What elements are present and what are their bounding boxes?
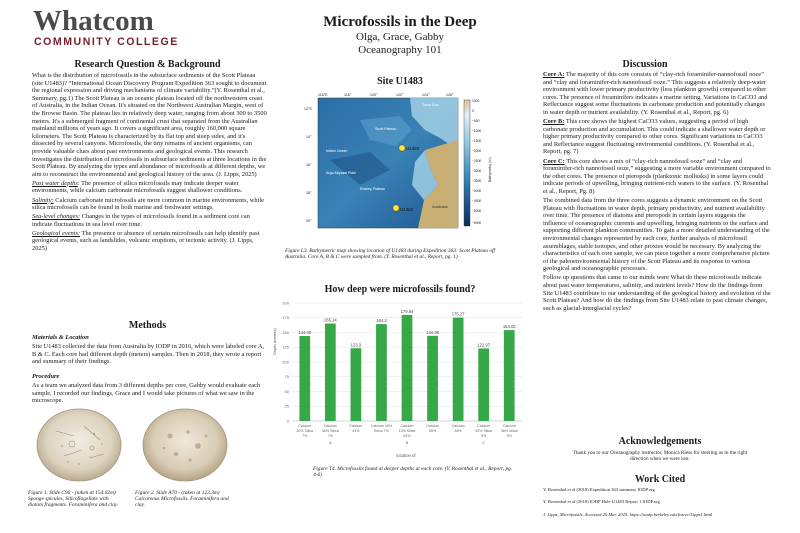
- college-logo-wordmark: Whatcom: [33, 5, 154, 37]
- bar: [402, 315, 413, 421]
- core-c-label: Core C:: [543, 157, 565, 165]
- core-a-text: The majority of this core consists of “clay-rich foraminifer-nannofossil ooze” and “clay and foraminifer-rich nannofossil ooze.” This suggests a relatively deep-water environment with lower primary productivity (less plankton growth) compared to other cores. The presence of foraminifers indicates a marine setting. Variations in CaCO3 and Reflectance suggest some fluctuations in carbonate production and potentially changes in water depth or nutrient availability. (Y. Rosenthal et al., Report, pg. 6): [543, 71, 768, 116]
- work-cited-2: Y. Rosenthal et al (2018) IODP Hole U1483 Report 1 IODP.org: [543, 499, 660, 504]
- x-tick-label: 43% Silica: [475, 429, 493, 433]
- x-tick-label: 36% Silica: [500, 429, 518, 433]
- map-lon-label: 124°: [422, 93, 430, 97]
- x-tick-label: Calcium: [426, 424, 440, 428]
- x-tick-label: Calcium: [451, 424, 465, 428]
- bar: [427, 336, 438, 421]
- materials-location-heading: Materials & Location: [32, 334, 89, 341]
- figure-2-caption: Figure 2. Slide A70 - (taken at 123.3m) Calcareous Microfossils. Foraminifera and clay.: [135, 490, 229, 509]
- y-tick-label: 200: [282, 300, 289, 306]
- bar: [299, 336, 310, 421]
- data-label: 164.2: [376, 318, 387, 324]
- x-tick-label: 55%: [428, 429, 437, 433]
- data-label: 144.00: [298, 330, 312, 336]
- chart-heading: How deep were microfossils found?: [324, 284, 476, 295]
- procedure-text: As a team we analyzed data from 3 different depths per core, Gabby would evaluate each sample, I recorded our findings, Grace and I would take pictures of what we saw in the microscope.: [32, 382, 261, 405]
- depth-tick: −500: [472, 119, 480, 123]
- poster-title: Microfossils in the Deep: [323, 14, 477, 30]
- core-a-label: Core A:: [543, 71, 565, 78]
- core-b-paragraph: [543, 118, 771, 156]
- map-label-indian-ocean: Indian Ocean: [326, 149, 348, 153]
- data-label: 122.97: [477, 342, 491, 348]
- geological-events-paragraph: [32, 230, 268, 253]
- x-tick-label: Calcium: [298, 424, 312, 428]
- x-tick-label: 48%: [454, 429, 462, 433]
- depth-tick: 0: [472, 109, 474, 113]
- x-tick-label: 54%: [403, 434, 411, 438]
- core-c-text: This core shows a mix of “clay-rich nannofossil ooze” and “clay and foraminifer-rich nannofossil ooze,” suggesting a more variable environment compared to the other cores. The presence of pteropods (planktonic mollusks) in some layers could indicate periods of upwelling, bringing nutrient-rich waters to the surface. (Y. Rosenthal et al., Report, Pg. 8): [543, 157, 771, 195]
- group-label: A: [329, 441, 332, 445]
- discussion-section: [543, 71, 771, 314]
- core-b-text: This core shows the highest CaCO3 values, suggesting a period of high carbonate production and accumulation. This could indicate a shallower water depth or higher primary productivity compared to other cores. Significant variations in CaCO3 and Reflectance suggest fluctuating environmental conditions. (Y. Rosenthal et al., Report, pg. 7): [543, 118, 766, 156]
- x-tick-label: Calcium 40%: [370, 424, 393, 428]
- x-tick-label: 7%: [327, 434, 333, 438]
- y-tick-label: 100: [282, 359, 289, 365]
- map-label-scott-plateau: Scott Plateau: [375, 127, 397, 131]
- work-cited-heading: Work Cited: [634, 474, 686, 485]
- depth-tick: −4000: [472, 189, 482, 193]
- y-tick-label: 150: [282, 329, 289, 335]
- x-tick-label: Silica 7%: [374, 429, 389, 433]
- x-tick-label: 5%: [481, 434, 487, 438]
- core-b-label: Core B:: [543, 118, 565, 126]
- depth-axis-title: Bathymetry (m): [488, 157, 492, 182]
- core-c-paragraph: [543, 158, 771, 196]
- x-tick-label: 5%: [506, 434, 512, 438]
- depth-tick: −3000: [472, 169, 482, 173]
- poster-course: Oceanography 101: [358, 44, 442, 56]
- bar: [325, 324, 336, 421]
- core-a-paragraph: [543, 71, 771, 117]
- followup-paragraph: Follow up questions that came to our minds were What do these microfossils indicate about past water temperatures, salinity, and nutrient levels? How do the findings from Site U1483 contribute to our understanding of the geological history and evolution of the Scott Plateau? And how do the findings from Site U1483 relate to past climate changes, such as glacial-interglacial cycles?: [543, 274, 771, 312]
- x-tick-label: 13% Silica: [398, 429, 416, 433]
- site-heading: Site U1483: [377, 76, 423, 87]
- bathymetric-map: [300, 90, 495, 238]
- background-section: [32, 72, 268, 254]
- past-water-depths-text: : The presence of silica microfossils may indicate deeper water environments, while calcium carbonate microfossils suggest shallower conditions.: [32, 179, 243, 195]
- site-marker-u1483: [399, 145, 420, 151]
- map-lon-label: 122°: [396, 93, 404, 97]
- data-label: 165.14: [323, 317, 337, 323]
- map-lon-label: 126°: [446, 93, 454, 97]
- x-tick-label: Calcium: [502, 424, 516, 428]
- map-caption: Figure L3. Bathymetric map showing location of U1483 during Expedition 363: Scott Plateau off Australia. Core A, B & C were sampled from. (Y. Rosenthal et al., Report, pg. 1): [285, 248, 496, 261]
- map-lat-label: 18°: [306, 191, 312, 195]
- x-axis-title: location of: [396, 453, 416, 458]
- salinity-label: Salinity:: [32, 196, 54, 204]
- y-axis-title: Depth (meters): [272, 328, 277, 355]
- y-tick-label: 50: [284, 388, 289, 394]
- figure-1-caption: Figure 1. Slide C90 - (taken at 154.02m) Sponge spicules, Silicoflagellate with diatom fragments. Foraminifera and clay.: [28, 490, 119, 509]
- sea-level-text: Changes in the types of microfossils found in a sediment core can indicate fluctuations in sea level over time.: [32, 213, 250, 228]
- depth-bar-chart: [268, 297, 530, 461]
- discussion-heading: Discussion: [622, 59, 668, 70]
- geological-events-label: Geological events:: [32, 229, 81, 237]
- map-lon-label: 120°: [370, 93, 378, 97]
- group-label: C: [482, 441, 486, 445]
- data-label: 123.3: [350, 342, 362, 348]
- combined-paragraph: The combined data from the three cores suggests a dynamic environment on the Scott Plateau with fluctuations in water depth, primary productivity, and nutrient availability over time. The presence of diatoms and pteropods in certain layers suggests the influence of oceanographic currents and upwelling, bringing nutrients to the surface and supporting different plankton communities. To gain a more detailed understanding of the environmental changes represented by each core, further analysis of microfossil assemblages, stable isotopes, and other proxies would be necessary. By analyzing the characteristics of each core sample, we can piece together a more comprehensive picture of the paleoenvironmental history of the Scott Plateau and its response to various geological and oceanographic processes.: [543, 197, 770, 273]
- map-label-australia: Australia: [432, 204, 448, 209]
- depth-tick: −2500: [472, 159, 482, 163]
- data-label: 144.36: [426, 329, 439, 335]
- data-label: 154.02: [502, 324, 516, 330]
- depth-tick: −1000: [472, 129, 482, 133]
- data-label: 175.27: [451, 311, 465, 317]
- procedure-heading: Procedure: [32, 373, 60, 380]
- x-tick-label: 36% Silica: [321, 429, 339, 433]
- depth-tick: −1500: [472, 139, 482, 143]
- depth-colorbar: [464, 100, 470, 226]
- methods-heading: Methods: [128, 320, 167, 331]
- x-tick-label: 30% Silica: [296, 429, 314, 433]
- site-label-u1482: U1482: [400, 207, 414, 212]
- bar: [351, 348, 362, 421]
- sea-level-label: Sea-level changes:: [32, 213, 81, 221]
- x-tick-label: 43%: [352, 429, 360, 433]
- depth-tick: −5000: [472, 209, 482, 213]
- x-tick-label: Calcium: [400, 424, 414, 428]
- chart-caption: Figure T4. Microfossils found at deeper depths at each core. (Y. Rosenthal et al., Report, pg. 4-6): [313, 466, 513, 479]
- x-tick-label: Calcium: [477, 424, 491, 428]
- bar: [453, 318, 464, 421]
- bar: [376, 324, 387, 421]
- acknowledgements-heading: Acknowledgements: [618, 436, 702, 447]
- data-label: 179.84: [400, 308, 414, 314]
- y-tick-label: 125: [282, 344, 289, 350]
- x-tick-label: Calcium: [349, 424, 363, 428]
- past-water-depths-paragraph: [32, 180, 268, 195]
- map-lon-label: 116°E: [318, 93, 328, 97]
- salinity-text: Calcium carbonate microfossils are more common in marine environments, while silica microfossils can be found in both marine and freshwater settings.: [32, 196, 264, 212]
- geological-events-text: The presence or absence of certain microfossils can help identify past geological events, such as landslides, volcanic eruptions, or tectonic activity. (J. Lipps, 2025): [32, 229, 260, 253]
- y-tick-label: 0: [286, 418, 289, 424]
- map-lat-label: 20°: [306, 219, 312, 223]
- background-intro: What is the distribution of microfossils in the subsurface sediments of the Scott Plateau (site U1483)? “International Ocean Discovery Program Expedition 363 sought to document the regional expression and driving mechanisms of climate variability.”(Y. Rosenthal et al., Summary, pg.1) The Scott Plateau is an oceanic plateau located off the northwestern coast of Australia, in the Indian Ocean. It's situated on the Northwest Australian Margin, west of the Browse Basin. The plateau lies in relatively deep water, ranging from about 300 to 3500 meters. It's a submerged fragment of continental crust that separated from the Australian mainland millions of years ago. It covers a significant area, roughly 160,000 square kilometers. The Scott Plateau is characterized by its flat top and steep sides, and it's dissected by several canyons. Microfossils, the tiny remains of ancient organisms, can provide valuable clues about past environments and geological events. This research investigates the distribution of microfossils in subsurface sediments at three locations in the Scott Plateau. By analyzing the types and abundance of microfossils at different depths, we aim to reconstruct the environmental and geological history of the area. (J. Lipps, 2025): [32, 72, 267, 178]
- materials-location-text: Site U1483 collected the data from Australia by IODP in 2016, which were labeled core A, B & C. Each core had different depth (meters) samples. Then in 2018, they wrote a report and summary of their findings.: [32, 343, 265, 366]
- y-tick-label: 25: [284, 403, 289, 409]
- depth-tick: 1000: [472, 99, 480, 103]
- college-logo-subtitle: COMMUNITY COLLEGE: [34, 36, 179, 48]
- poster-authors: Olga, Grace, Gabby: [356, 31, 444, 43]
- depth-tick: −6000: [472, 221, 482, 225]
- slide-c90-micrograph: [34, 406, 124, 484]
- depth-tick: −4500: [472, 199, 482, 203]
- map-lat-label: 14°: [306, 135, 312, 139]
- group-label: B: [405, 441, 409, 445]
- salinity-paragraph: [32, 197, 268, 212]
- map-label-argo-abyssal-plain: Argo Abyssal Plain: [326, 171, 356, 175]
- map-lat-label: 12°S: [304, 107, 312, 111]
- depth-tick: −2000: [472, 149, 482, 153]
- acknowledgements-text: Thank you to our Oceanography instructor, Monica Riess for steering us in the right direction when we were lost.: [572, 450, 748, 463]
- work-cited-1: Y. Rosenthal et al (2018) Expedition 363 summary IODP.org: [543, 487, 655, 492]
- depth-tick: −3500: [472, 179, 482, 183]
- x-tick-label: 7%: [302, 434, 308, 438]
- research-question-heading: Research Question & Background: [74, 59, 221, 70]
- bar: [478, 348, 489, 421]
- y-tick-label: 175: [282, 315, 289, 321]
- map-lat-label: 16°: [306, 163, 312, 167]
- bar: [504, 330, 515, 421]
- map-lon-label: 118°: [344, 93, 352, 97]
- slide-a70-micrograph: [140, 406, 230, 484]
- past-water-depths-label: Past water depths: [32, 179, 78, 187]
- y-tick-label: 75: [284, 374, 289, 380]
- sea-level-paragraph: [32, 213, 268, 228]
- map-label-rowley-plateau: Rowley Plateau: [360, 187, 385, 191]
- site-label-u1483: U1483: [406, 146, 420, 151]
- x-tick-label: Calcium: [323, 424, 337, 428]
- map-label-timor-sea: Timor Sea: [422, 103, 439, 107]
- work-cited-3: J. Lipps, Microfossils, Accessed 20 Mar. 2025. https://ucmp.berkeley.edu/fosrec/Lipps1.html: [543, 512, 713, 517]
